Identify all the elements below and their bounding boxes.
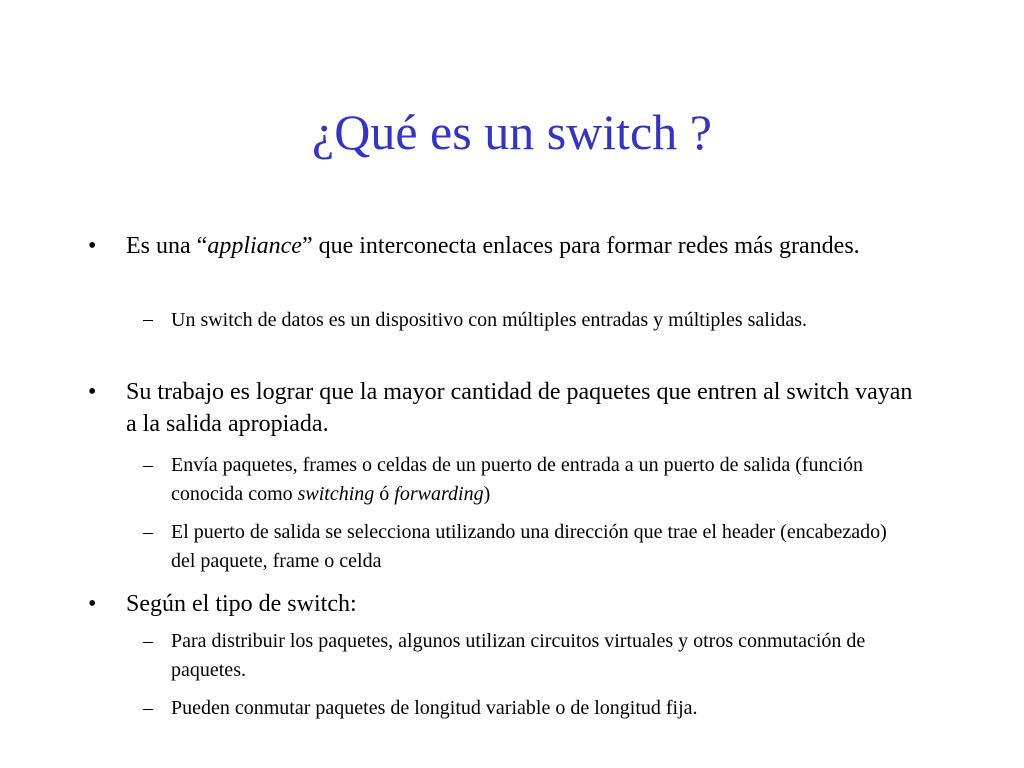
text-segment: Envía paquetes, frames o celdas de un puerto de entrada a un puerto de salida (función conocida como <box>171 454 863 505</box>
text-segment-italic: forwarding <box>394 483 484 505</box>
text-segment: ó <box>374 483 395 505</box>
sub-bullet-text <box>171 451 916 509</box>
text-segment: ) <box>483 483 491 505</box>
slide-title: ¿Qué es un switch ? <box>312 104 712 160</box>
bullet-glyph: • <box>88 591 97 617</box>
dash-glyph: – <box>143 630 153 652</box>
bullet-text: Según el tipo de switch: <box>126 591 357 617</box>
dash-glyph: – <box>143 454 153 476</box>
sub-bullet-text: El puerto de salida se selecciona utilizando una dirección que trae el header (encabezado) del paquete, frame o celda <box>171 521 887 572</box>
text-segment-italic: appliance <box>207 233 302 259</box>
bullet-text: Su trabajo es lograr que la mayor cantidad de paquetes que entren al switch vayan a la salida apropiada. <box>126 379 913 437</box>
bullet-glyph: • <box>88 233 97 259</box>
dash-glyph: – <box>143 697 153 719</box>
sub-bullet-text: Pueden conmutar paquetes de longitud variable o de longitud fija. <box>171 697 698 719</box>
sub-bullet-text: Un switch de datos es un dispositivo con múltiples entradas y múltiples salidas. <box>171 309 808 331</box>
text-segment: Es una “ <box>126 233 208 259</box>
dash-glyph: – <box>143 308 153 330</box>
sub-bullet-text: Para distribuir los paquetes, algunos utilizan circuitos virtuales y otros conmutación de paquetes. <box>171 630 866 681</box>
text-segment-italic: switching <box>297 483 375 505</box>
bullet-glyph: • <box>88 379 97 405</box>
bullet-text <box>126 230 916 262</box>
text-segment: ” que interconecta enlaces para formar redes más grandes. <box>301 233 860 259</box>
dash-glyph: – <box>143 521 153 543</box>
